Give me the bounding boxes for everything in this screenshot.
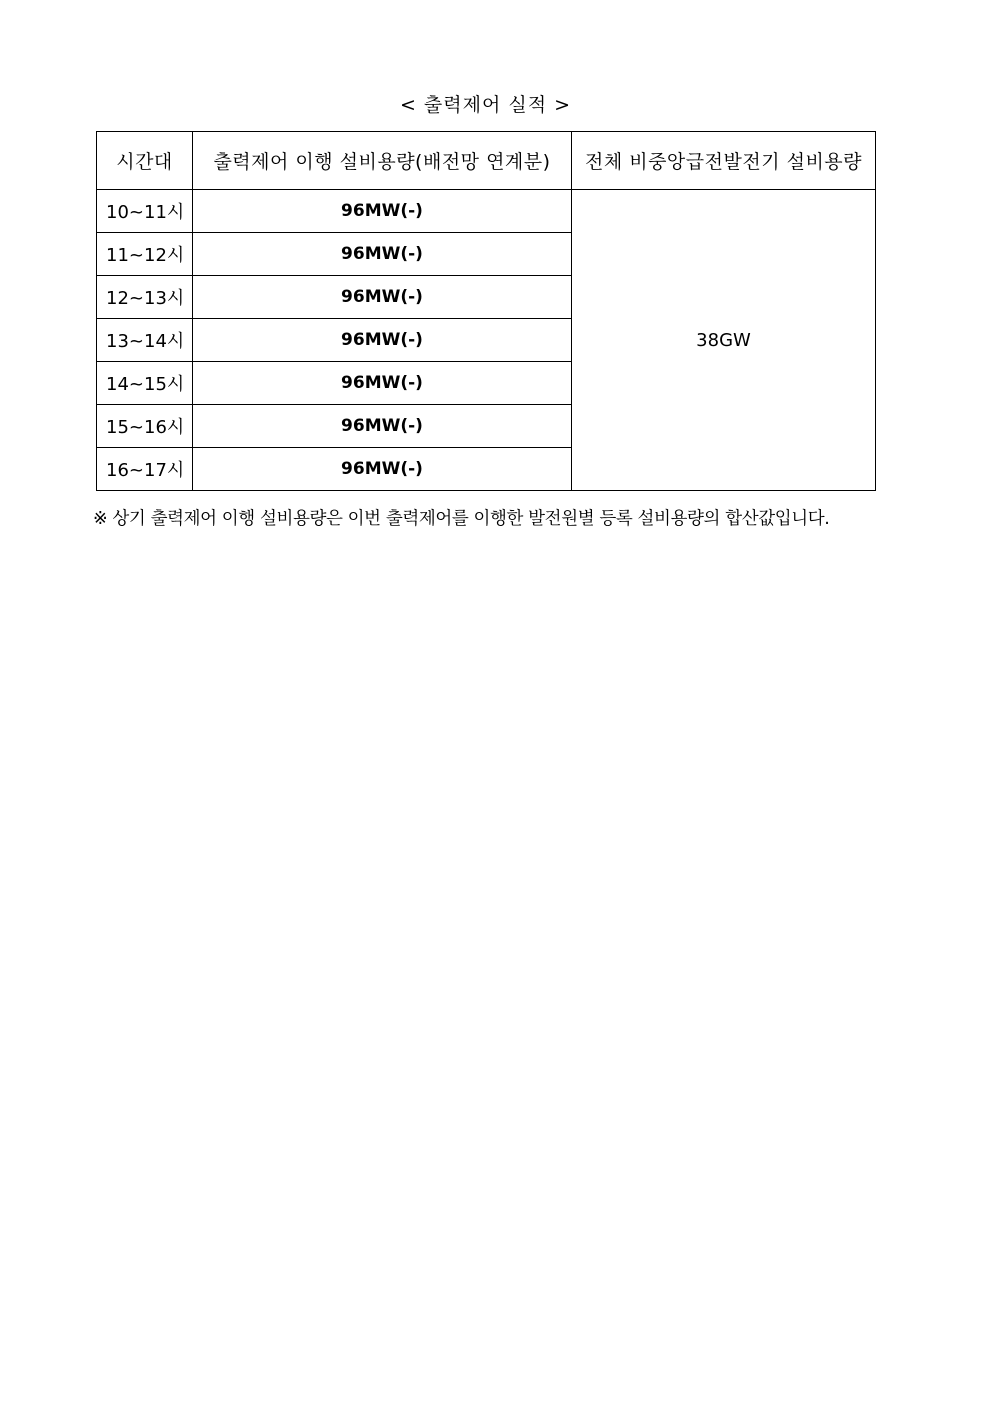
footnote: ※ 상기 출력제어 이행 설비용량은 이번 출력제어를 이행한 발전원별 등록 설비용량의 합산값입니다. [93, 509, 830, 529]
capacity-cell: 96MW(-) [193, 362, 572, 405]
output-control-table [96, 131, 876, 491]
time-slot-cell: 16~17시 [97, 448, 193, 491]
time-slot-cell: 15~16시 [97, 405, 193, 448]
capacity-cell: 96MW(-) [193, 319, 572, 362]
header-total-capacity: 전체 비중앙급전발전기 설비용량 [572, 132, 876, 190]
header-controlled-capacity: 출력제어 이행 설비용량(배전망 연계분) [193, 132, 572, 190]
total-capacity-cell: 38GW [572, 190, 876, 491]
time-slot-cell: 10~11시 [97, 190, 193, 233]
capacity-cell: 96MW(-) [193, 233, 572, 276]
table-header-row [97, 132, 876, 190]
document-title: < 출력제어 실적 > [399, 94, 572, 116]
header-time-slot: 시간대 [97, 132, 193, 190]
time-slot-cell: 11~12시 [97, 233, 193, 276]
time-slot-cell: 13~14시 [97, 319, 193, 362]
table-row [97, 190, 876, 233]
capacity-cell: 96MW(-) [193, 276, 572, 319]
time-slot-cell: 12~13시 [97, 276, 193, 319]
capacity-cell: 96MW(-) [193, 405, 572, 448]
capacity-cell: 96MW(-) [193, 448, 572, 491]
time-slot-cell: 14~15시 [97, 362, 193, 405]
capacity-cell: 96MW(-) [193, 190, 572, 233]
